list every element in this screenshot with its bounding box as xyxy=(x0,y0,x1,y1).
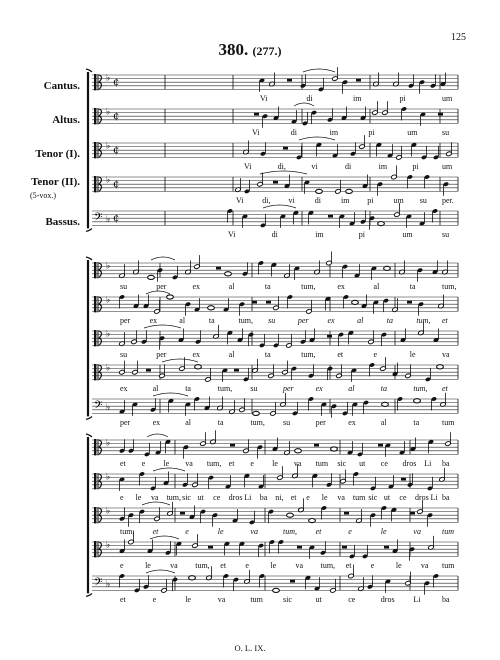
lyric-syllable: um xyxy=(442,162,453,172)
c-clef-icon xyxy=(94,74,96,90)
lyric-syllable: va xyxy=(151,493,159,503)
lyric-syllable: pi xyxy=(368,128,375,138)
rest-icon xyxy=(328,215,333,218)
lyric-syllable: su xyxy=(268,316,276,326)
lyric-syllable: tum xyxy=(442,527,454,537)
lyric-syllable: va xyxy=(293,459,302,469)
lyric-syllable: tum, xyxy=(442,282,457,292)
lyric-syllable: al xyxy=(152,384,159,394)
lyric-syllable: e xyxy=(152,595,157,605)
lyric-syllable: tum, xyxy=(217,384,233,394)
lyric-syllable: su xyxy=(250,384,258,394)
flat-icon: ♭ xyxy=(106,506,111,517)
slur xyxy=(153,393,188,396)
note-head-whole xyxy=(378,222,385,226)
page-number: 125 xyxy=(451,32,466,43)
c-clef-icon xyxy=(94,262,96,278)
c-clef-icon xyxy=(94,364,96,380)
lyric-syllable: et xyxy=(315,527,322,537)
c-clef-icon xyxy=(94,439,96,455)
lyric-syllable: ba xyxy=(442,493,450,503)
lyric-syllable: le xyxy=(409,350,416,360)
lyric-syllable: ut xyxy=(359,459,366,469)
lyric-syllable: tum, xyxy=(413,384,428,394)
lyric-syllable: le xyxy=(272,459,278,469)
lyric-syllable: tum, xyxy=(283,527,297,537)
lyric-syllable: tum, xyxy=(206,459,222,469)
slur xyxy=(142,502,170,505)
time-signature-icon: ¢ xyxy=(113,179,120,191)
lyric-syllable: e xyxy=(348,527,352,537)
lyric-syllable: ta xyxy=(409,282,416,292)
lyric-syllable: sic xyxy=(368,493,378,503)
lyric-syllable: su xyxy=(120,282,128,292)
rest-icon xyxy=(378,444,383,447)
c-clef-icon xyxy=(94,142,96,158)
slur xyxy=(147,434,168,437)
flat-icon: ♭ xyxy=(106,329,111,340)
flat-icon: ♭ xyxy=(106,107,111,118)
lyric-syllable: su xyxy=(442,128,450,138)
lyric-syllable: le xyxy=(395,561,402,571)
lyric-syllable: ni, xyxy=(275,493,284,503)
rest-icon xyxy=(208,546,213,549)
lyric-syllable: tum xyxy=(442,561,455,571)
lyric-syllable: al xyxy=(228,282,235,292)
lyric-syllable: ce xyxy=(399,493,407,503)
lyric-syllable: ex xyxy=(152,418,161,428)
lyric-syllable: tum xyxy=(250,595,263,605)
c-clef-icon xyxy=(94,296,96,312)
lyric-syllable: al xyxy=(228,350,235,360)
rest-icon xyxy=(342,546,347,549)
lyric-syllable: dros xyxy=(402,459,417,469)
lyric-syllable: et xyxy=(152,527,159,537)
slur xyxy=(146,291,170,294)
lyric-syllable: ba xyxy=(442,459,450,469)
lyric-syllable: va xyxy=(250,527,258,537)
lyric-syllable: tum, xyxy=(301,282,316,292)
lyric-syllable: im xyxy=(329,128,339,138)
lyric-syllable: et xyxy=(345,561,352,571)
lyric-syllable: per xyxy=(120,418,131,428)
lyric-syllable: Vi xyxy=(236,196,244,206)
lyric-syllable: al xyxy=(348,384,355,394)
lyric-syllable: et xyxy=(120,459,126,469)
note-head-whole xyxy=(253,411,260,415)
lyric-syllable: su xyxy=(442,230,450,240)
lyric-syllable: le xyxy=(321,493,328,503)
rest-icon xyxy=(344,512,349,515)
lyric-syllable: per xyxy=(156,350,167,360)
lyric-syllable: di xyxy=(271,230,278,240)
piece-reference: (277.) xyxy=(252,44,282,58)
c-clef-icon xyxy=(94,507,96,523)
lyric-syllable: ba xyxy=(259,493,268,503)
rest-icon xyxy=(146,369,151,372)
slur xyxy=(153,468,185,471)
note-head-whole xyxy=(208,306,215,310)
lyric-syllable: im xyxy=(341,196,350,206)
lyric-syllable: vi xyxy=(288,196,295,206)
rest-icon xyxy=(401,478,406,481)
note-head-whole xyxy=(189,576,196,580)
bass-clef-icon: 𝄢 xyxy=(94,576,103,592)
lyric-syllable: al xyxy=(357,316,364,326)
note-head-whole xyxy=(167,295,174,299)
flat-icon: ♭ xyxy=(106,363,111,374)
lyric-syllable: le xyxy=(270,561,277,571)
flat-icon: ♭ xyxy=(106,579,111,590)
lyric-syllable: sic xyxy=(182,493,191,503)
slur xyxy=(150,536,179,539)
lyric-syllable: al xyxy=(185,418,191,428)
lyric-syllable: di xyxy=(345,162,352,172)
bass-clef-icon: 𝄢 xyxy=(94,211,103,227)
note-head-whole xyxy=(346,189,353,193)
lyric-syllable: um xyxy=(402,230,413,240)
lyric-syllable: ta xyxy=(217,418,224,428)
lyric-syllable: Vi xyxy=(228,230,236,240)
lyric-syllable: et xyxy=(442,316,448,326)
c-clef-icon xyxy=(94,541,96,557)
lyric-syllable: pi xyxy=(399,94,406,104)
lyric-syllable: Vi xyxy=(252,128,260,138)
note-head-whole xyxy=(437,365,444,369)
lyric-syllable: al xyxy=(380,418,387,428)
lyric-syllable: tum, xyxy=(320,561,336,571)
lyric-syllable: va xyxy=(217,595,226,605)
lyric-syllable: le xyxy=(380,527,387,537)
lyric-syllable: va xyxy=(442,350,450,360)
flat-icon: ♭ xyxy=(106,472,111,483)
lyric-syllable: pi xyxy=(367,196,374,206)
flat-icon: ♭ xyxy=(106,73,111,84)
footer-signature: O. L. IX. xyxy=(234,643,266,653)
lyric-syllable: va xyxy=(185,459,193,469)
lyric-syllable: ce xyxy=(348,595,356,605)
slur xyxy=(263,205,296,208)
lyric-syllable: et xyxy=(120,595,126,605)
rest-icon xyxy=(314,444,319,447)
lyric-syllable: tum, xyxy=(250,418,265,428)
rest-icon xyxy=(407,301,412,304)
note-head-whole xyxy=(414,399,421,403)
lyric-syllable: di xyxy=(314,196,321,206)
lyric-syllable: Li xyxy=(424,459,432,469)
note-head-whole xyxy=(309,519,316,523)
rest-icon xyxy=(273,181,278,184)
lyric-syllable: per xyxy=(315,418,326,428)
c-clef-icon xyxy=(94,473,96,489)
lyric-syllable: et xyxy=(442,384,448,394)
note-head-whole xyxy=(195,365,202,369)
note-head-whole xyxy=(148,275,155,279)
lyric-syllable: e xyxy=(120,493,124,503)
lyric-syllable: di, xyxy=(262,196,271,206)
lyric-syllable: e xyxy=(185,527,189,537)
slur xyxy=(303,69,335,72)
lyric-syllable: e xyxy=(370,561,375,571)
lyric-syllable: ta xyxy=(380,384,388,394)
flat-icon: ♭ xyxy=(106,540,111,551)
lyric-syllable: tum, xyxy=(195,561,210,571)
lyric-syllable: ta xyxy=(208,316,215,326)
lyric-syllable: e xyxy=(373,350,378,360)
voice-label-tenor-1: Tenor (I). xyxy=(35,148,80,160)
time-signature-icon: ¢ xyxy=(113,111,120,123)
lyric-syllable: ut xyxy=(315,595,322,605)
voice-note-five-voices: (5-vox.) xyxy=(30,191,56,200)
flat-icon: ♭ xyxy=(106,438,111,449)
lyric-syllable: e xyxy=(245,561,249,571)
note-head-whole xyxy=(352,300,359,304)
slur xyxy=(294,103,314,106)
lyric-syllable: ce xyxy=(213,493,221,503)
lyric-syllable: al xyxy=(373,282,380,292)
lyric-syllable: dros xyxy=(380,595,395,605)
lyric-syllable: et xyxy=(290,493,297,503)
voice-label-bassus: Bassus. xyxy=(45,216,80,228)
slur xyxy=(144,325,181,328)
lyric-syllable: e xyxy=(141,459,146,469)
lyric-syllable: sic xyxy=(283,595,292,605)
lyric-syllable: le xyxy=(145,561,151,571)
lyric-syllable: ta xyxy=(413,418,420,428)
rest-icon xyxy=(410,512,415,515)
lyric-syllable: Vi xyxy=(244,162,252,172)
flat-icon: ♭ xyxy=(106,402,111,413)
rest-icon xyxy=(180,512,185,515)
lyric-syllable: tum, xyxy=(416,316,431,326)
lyric-syllable: tum xyxy=(315,459,329,469)
rest-icon xyxy=(234,369,239,372)
slur xyxy=(146,570,175,573)
lyric-syllable: di, xyxy=(277,162,286,172)
lyric-syllable: et xyxy=(220,561,227,571)
lyric-syllable: ex xyxy=(337,282,345,292)
lyric-syllable: ta xyxy=(185,384,191,394)
rest-icon xyxy=(384,546,389,549)
lyric-syllable: ex xyxy=(192,282,200,292)
lyric-syllable: ex xyxy=(149,316,158,326)
time-signature-icon: ¢ xyxy=(113,77,120,89)
lyric-syllable: im xyxy=(353,94,362,104)
lyric-syllable: ex xyxy=(120,384,128,394)
lyric-syllable: tum, xyxy=(301,350,316,360)
lyric-syllable: tum, xyxy=(238,316,253,326)
rest-icon xyxy=(438,113,443,116)
time-signature-icon: ¢ xyxy=(113,145,120,157)
lyric-syllable: Vi xyxy=(260,94,268,104)
lyric-syllable: et xyxy=(228,459,235,469)
lyric-syllable: al xyxy=(179,316,186,326)
lyric-syllable: va xyxy=(170,561,178,571)
lyric-syllable: per xyxy=(156,282,167,292)
lyric-syllable: ex xyxy=(192,350,200,360)
flat-icon: ♭ xyxy=(106,261,111,272)
piece-number: 380. xyxy=(218,40,249,59)
flat-icon: ♭ xyxy=(106,295,111,306)
c-clef-icon xyxy=(94,176,96,192)
lyric-syllable: tum xyxy=(352,493,366,503)
rest-icon xyxy=(230,444,235,447)
lyric-syllable: le xyxy=(185,595,191,605)
lyric-syllable: ta xyxy=(264,282,271,292)
time-signature-icon: ¢ xyxy=(113,213,120,225)
lyric-syllable: vi xyxy=(311,162,318,172)
lyric-syllable: ba xyxy=(442,595,450,605)
bass-clef-icon: 𝄢 xyxy=(94,399,103,415)
note-head-whole xyxy=(384,266,391,270)
rest-icon xyxy=(287,79,292,82)
slur xyxy=(162,359,198,362)
lyric-syllable: e xyxy=(120,561,124,571)
note-head-whole xyxy=(273,588,280,592)
rest-icon xyxy=(356,79,361,82)
rest-icon xyxy=(216,267,221,270)
lyric-syllable: va xyxy=(420,561,429,571)
lyric-syllable: ut xyxy=(383,493,391,503)
voice-label-cantus: Cantus. xyxy=(43,80,80,92)
lyric-syllable: su xyxy=(419,196,427,206)
lyric-syllable: per xyxy=(120,316,131,326)
slur xyxy=(260,171,307,174)
lyric-syllable: um xyxy=(393,196,404,206)
lyric-syllable: le xyxy=(217,527,224,537)
lyric-syllable: le xyxy=(135,493,142,503)
note-head-whole xyxy=(382,402,389,406)
flat-icon: ♭ xyxy=(106,141,111,152)
lyric-syllable: tum, xyxy=(166,493,182,503)
lyric-syllable: ta xyxy=(386,316,393,326)
lyric-syllable: ce xyxy=(380,459,388,469)
flat-icon: ♭ xyxy=(106,214,111,225)
lyric-syllable: Li xyxy=(244,493,252,503)
lyric-syllable: sic xyxy=(337,459,347,469)
c-clef-icon xyxy=(94,330,96,346)
lyric-syllable: dros xyxy=(228,493,243,503)
lyric-syllable: e xyxy=(306,493,310,503)
slur xyxy=(299,137,335,140)
lyric-syllable: ex xyxy=(315,384,323,394)
note-head-whole xyxy=(295,449,302,453)
lyric-syllable: um xyxy=(442,94,453,104)
lyric-syllable: im xyxy=(378,162,388,172)
c-clef-icon xyxy=(94,108,96,124)
rest-icon xyxy=(254,113,259,116)
lyric-syllable: dros xyxy=(414,493,429,503)
lyric-syllable: va xyxy=(295,561,304,571)
flat-icon: ♭ xyxy=(106,175,111,186)
lyric-syllable: per. xyxy=(442,196,454,206)
rest-icon xyxy=(283,147,288,150)
slur xyxy=(151,257,175,260)
note-head-whole xyxy=(331,447,338,451)
lyric-syllable: ta xyxy=(264,350,271,360)
lyric-syllable: ut xyxy=(197,493,204,503)
lyric-syllable: e xyxy=(250,459,254,469)
rest-icon xyxy=(327,335,332,338)
lyric-syllable: pi xyxy=(412,162,419,172)
lyric-syllable: va xyxy=(413,527,421,537)
lyric-syllable: su xyxy=(283,418,291,428)
lyric-syllable: Li xyxy=(413,595,421,605)
note-head-whole xyxy=(225,272,232,276)
lyric-syllable: pi xyxy=(358,230,366,240)
lyric-syllable: ex xyxy=(327,316,335,326)
lyric-syllable: di xyxy=(306,94,313,104)
rest-icon xyxy=(297,546,302,549)
lyric-syllable: Li xyxy=(430,493,438,503)
rest-icon xyxy=(290,580,295,583)
lyric-syllable: et xyxy=(337,350,344,360)
lyric-syllable: va xyxy=(337,493,345,503)
lyric-syllable: su xyxy=(120,350,128,360)
lyric-syllable: im xyxy=(315,230,324,240)
voice-label-altus: Altus. xyxy=(52,114,80,126)
lyric-syllable: per xyxy=(297,316,309,326)
lyric-syllable: tum xyxy=(442,418,455,428)
lyric-syllable: ex xyxy=(348,418,356,428)
lyric-syllable: um xyxy=(407,128,418,138)
note-head-whole xyxy=(287,513,294,517)
voice-label-tenor-2: Tenor (II). xyxy=(31,176,80,188)
rest-icon xyxy=(252,301,257,304)
lyric-syllable: tum, xyxy=(120,527,135,537)
note-head-whole xyxy=(316,189,323,193)
rest-icon xyxy=(266,301,271,304)
lyric-syllable: le xyxy=(163,459,170,469)
lyric-syllable: per xyxy=(283,384,294,394)
lyric-syllable: di xyxy=(290,128,298,138)
